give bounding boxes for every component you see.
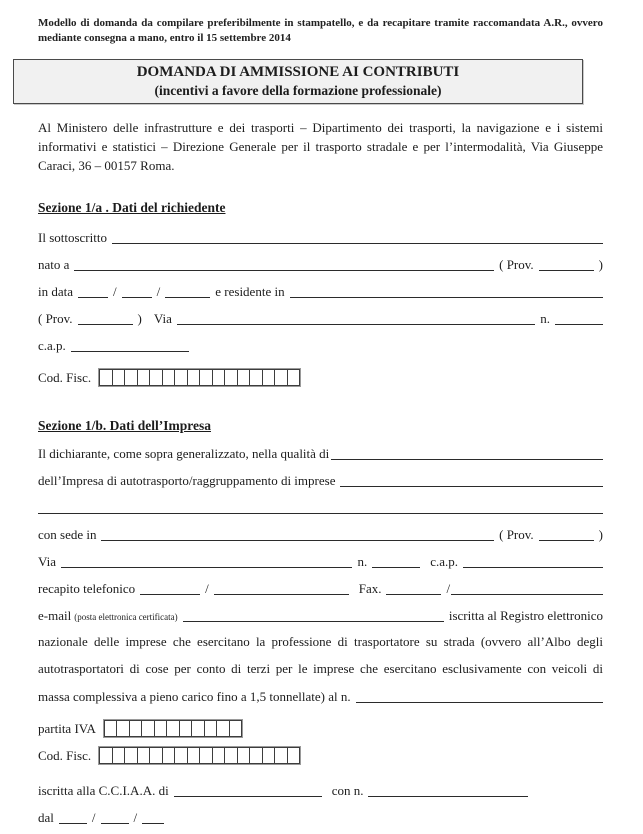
char-box	[141, 720, 155, 737]
prefisso-blank	[140, 582, 200, 595]
char-box	[162, 747, 176, 764]
cap-label: c.a.p.	[38, 338, 66, 353]
char-box	[199, 747, 213, 764]
via-blank	[177, 312, 535, 325]
row-via-cap	[38, 553, 603, 580]
data-month-blank	[122, 285, 152, 298]
section-a-heading: Sezione 1/a . Dati del richiedente	[38, 200, 226, 215]
cod-fisc-boxes	[99, 747, 300, 764]
paragraph-line-2: nazionale delle imprese che esercitano la professione di trasportatore su strada (ovvero all’Albo degli	[38, 634, 603, 649]
addressee-paragraph: Al Ministero delle infrastrutture e dei trasporti – Dipartimento dei trasporti, la navigazione e i sistemi informativi e statistici – Direzione Generale per il trasporto stradale e per l’intermodalità, Via Giuseppe Caraci, 36 – 00157 Roma.	[38, 120, 603, 173]
row-prov-via	[38, 310, 603, 337]
char-box	[174, 747, 188, 764]
char-box	[191, 720, 205, 737]
partita-iva-label: partita IVA	[38, 720, 96, 736]
row-dichiarante	[38, 445, 603, 472]
n-label: n.	[357, 554, 368, 569]
row-impresa	[38, 472, 603, 499]
document-subtitle: (incentivi a favore della formazione professionale)	[154, 83, 442, 98]
char-box	[212, 747, 226, 764]
partita-iva-boxes	[104, 720, 243, 737]
row-cod-fisc	[38, 364, 603, 391]
char-box	[149, 747, 163, 764]
row-cod-fisc-impresa	[38, 742, 603, 769]
char-box	[154, 720, 168, 737]
section-a-fields	[38, 229, 603, 391]
email-label: e-mail	[38, 608, 72, 623]
email-note: (posta elettronica certificata)	[74, 612, 178, 622]
residente-blank	[290, 285, 603, 298]
section-b-fields	[38, 445, 603, 834]
char-box	[216, 720, 230, 737]
row-con-sede	[38, 526, 603, 553]
document-title: DOMANDA DI AMMISSIONE AI CONTRIBUTI	[136, 64, 460, 80]
prov-open-label: ( Prov.	[499, 527, 534, 542]
char-box	[237, 747, 251, 764]
data-day-blank	[78, 285, 108, 298]
char-box	[187, 747, 201, 764]
dal-label: dal	[38, 810, 54, 825]
char-box	[112, 369, 126, 386]
prov-blank	[539, 528, 594, 541]
slash-icon: /	[156, 284, 161, 299]
close-paren-label: )	[137, 311, 142, 326]
numero-blank	[555, 312, 603, 325]
sede-blank	[101, 528, 494, 541]
char-box	[287, 369, 301, 386]
cciaa-label: iscritta alla C.C.I.A.A. di	[38, 783, 169, 798]
cap-blank	[463, 555, 603, 568]
header-note: Modello di domanda da compilare preferibilmente in stampatello, e da recapitare tramite raccomandata A.R., ovvero mediante consegna a mano, entro il 15 settembre 2014	[38, 17, 603, 44]
char-box	[99, 369, 113, 386]
char-box	[262, 747, 276, 764]
section-b-heading: Sezione 1/b. Dati dell’Impresa	[38, 418, 211, 433]
char-box	[124, 747, 138, 764]
recapito-label: recapito telefonico	[38, 581, 136, 596]
char-box	[229, 720, 243, 737]
row-partita-iva	[38, 715, 603, 742]
char-box	[166, 720, 180, 737]
char-box	[249, 747, 263, 764]
cap-label: c.a.p.	[430, 554, 458, 569]
cap-blank	[71, 339, 189, 352]
in-data-label: in data	[38, 284, 74, 299]
fax-label: Fax.	[358, 581, 382, 596]
via-label: Via	[38, 554, 56, 569]
con-n-label: con n.	[331, 783, 364, 798]
row-sottoscritto	[38, 229, 603, 256]
residente-label: e residente in	[215, 284, 285, 299]
sottoscritto-label: Il sottoscritto	[38, 230, 107, 245]
cod-fisc-label: Cod. Fisc.	[38, 747, 92, 763]
char-box	[162, 369, 176, 386]
char-box	[124, 369, 138, 386]
row-cciaa	[38, 782, 603, 809]
registro-label: iscritta al Registro elettronico	[448, 608, 603, 623]
row-cap	[38, 337, 603, 364]
char-box	[262, 369, 276, 386]
char-box	[204, 720, 218, 737]
char-box	[224, 369, 238, 386]
prov-blank	[539, 258, 594, 271]
close-paren-label: )	[598, 527, 603, 542]
row-in-data	[38, 283, 603, 310]
via-label: Via	[153, 311, 172, 326]
spacer	[38, 769, 603, 782]
fax-prefisso-blank	[386, 582, 441, 595]
via-blank	[61, 555, 352, 568]
dal-giorno-blank	[59, 811, 87, 824]
char-box	[112, 747, 126, 764]
char-box	[149, 369, 163, 386]
char-box	[104, 720, 118, 737]
paragraph-line-3: autotrasportatori di cose per conto di terzi per le imprese che esercitano esclusivamente con veicoli di	[38, 661, 603, 676]
row-continuation	[38, 499, 603, 526]
cod-fisc-boxes	[99, 369, 300, 386]
cciaa-citta-blank	[174, 784, 322, 797]
row-massa	[38, 688, 603, 715]
char-box	[224, 747, 238, 764]
char-box	[187, 369, 201, 386]
dichiarante-label: Il dichiarante, come sopra generalizzato, nella qualità di	[38, 446, 330, 461]
row-telefono-fax	[38, 580, 603, 607]
char-box	[274, 747, 288, 764]
row-nato-a	[38, 256, 603, 283]
char-box	[137, 369, 151, 386]
slash-icon: /	[133, 810, 138, 825]
char-box	[174, 369, 188, 386]
char-box	[237, 369, 251, 386]
albo-numero-blank	[356, 690, 603, 703]
char-box	[137, 747, 151, 764]
n-label: n.	[540, 311, 550, 326]
slash-icon: /	[446, 581, 451, 596]
prov-blank	[78, 312, 133, 325]
data-year-blank	[165, 285, 210, 298]
dal-anno-blank	[142, 811, 164, 824]
impresa-blank	[340, 474, 603, 487]
slash-icon: /	[91, 810, 96, 825]
prov-open-label: ( Prov.	[499, 257, 534, 272]
char-box	[116, 720, 130, 737]
prov-open-label: ( Prov.	[38, 311, 73, 326]
char-box	[199, 369, 213, 386]
char-box	[179, 720, 193, 737]
continuation-blank	[38, 501, 603, 514]
con-sede-label: con sede in	[38, 527, 97, 542]
nato-a-blank	[74, 258, 494, 271]
slash-icon: /	[205, 581, 209, 596]
title-box	[13, 59, 583, 104]
nato-a-label: nato a	[38, 257, 70, 272]
email-blank	[183, 609, 444, 622]
dal-mese-blank	[101, 811, 129, 824]
char-box	[99, 747, 113, 764]
telefono-blank	[214, 582, 349, 595]
slash-icon: /	[113, 284, 117, 299]
char-box	[212, 369, 226, 386]
numero-blank	[372, 555, 420, 568]
row-email	[38, 607, 603, 634]
close-paren-label: )	[598, 257, 603, 272]
massa-label: massa complessiva a pieno carico fino a 1,5 tonnellate) al n.	[38, 689, 351, 704]
cod-fisc-label: Cod. Fisc.	[38, 369, 92, 385]
impresa-label: dell’Impresa di autotrasporto/raggruppamento di imprese	[38, 473, 336, 488]
dichiarante-blank	[331, 447, 603, 460]
sottoscritto-blank	[112, 231, 603, 244]
fax-blank	[451, 582, 603, 595]
char-box	[287, 747, 301, 764]
cciaa-numero-blank	[368, 784, 528, 797]
char-box	[249, 369, 263, 386]
char-box	[274, 369, 288, 386]
char-box	[129, 720, 143, 737]
row-dal	[38, 809, 603, 834]
